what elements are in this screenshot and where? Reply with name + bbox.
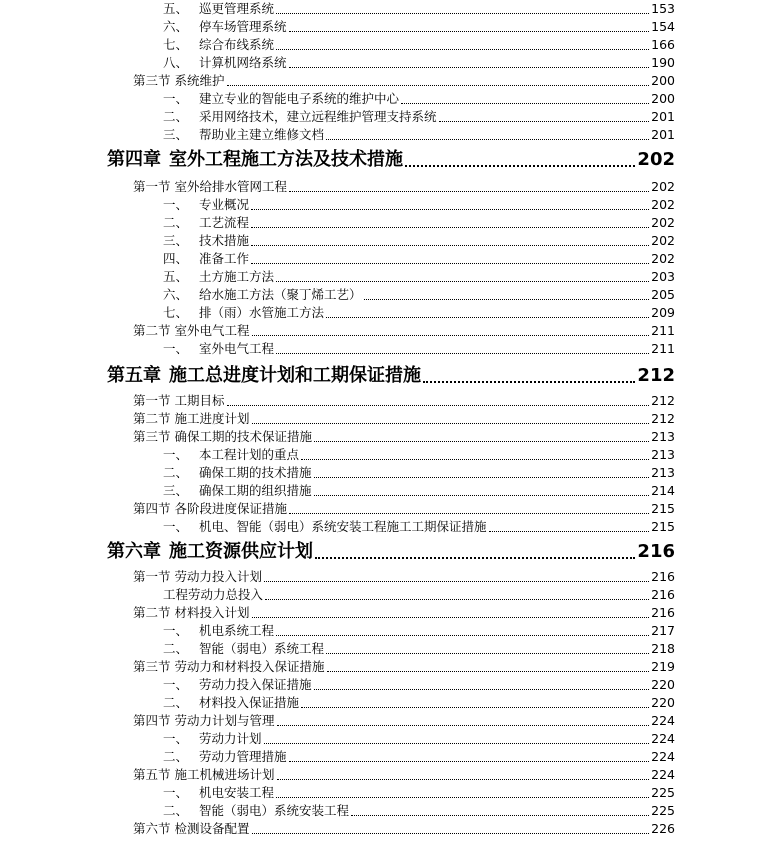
toc-entry-number: 第四章 [107, 149, 161, 170]
toc-page-number: 202 [637, 149, 675, 170]
toc-page-number: 224 [651, 731, 675, 746]
dot-leader [276, 48, 649, 50]
toc-page-number: 215 [651, 501, 675, 516]
toc-entry-title: 劳动力计划与管理 [174, 713, 275, 728]
toc-entry-number: 二、 [163, 803, 189, 818]
toc-entry-number: 第六章 [107, 541, 161, 562]
toc-subsection-row[interactable] [0, 214, 778, 232]
toc-subsection-row[interactable] [0, 250, 778, 268]
toc-entry [133, 178, 675, 196]
toc-section-row[interactable] [0, 500, 778, 518]
toc-entry [107, 362, 675, 390]
toc-entry-number: 二、 [163, 749, 189, 764]
toc-chapter-row[interactable] [0, 146, 778, 174]
toc-entry-number: 一、 [163, 341, 189, 356]
toc-entry-number: 第二节 [133, 323, 171, 338]
toc-entry-number: 第一节 [133, 393, 171, 408]
dot-leader [327, 670, 650, 672]
dot-leader [314, 440, 649, 442]
toc-subsection-row[interactable] [0, 694, 778, 712]
toc-entry [133, 72, 675, 90]
toc-entry [163, 54, 675, 72]
toc-section-row[interactable] [0, 604, 778, 622]
toc-entry-number: 第三节 [133, 73, 171, 88]
toc-entry-number: 二、 [163, 109, 189, 124]
toc-entry-number: 六、 [163, 287, 189, 302]
toc-entry [163, 232, 675, 250]
toc-entry [107, 538, 675, 566]
toc-entry-title: 智能（弱电）系统工程 [199, 641, 325, 656]
toc-entry-title: 专业概况 [199, 197, 250, 212]
toc-section-row[interactable] [0, 766, 778, 784]
toc-section-row[interactable] [0, 820, 778, 838]
toc-subsection-row[interactable] [0, 640, 778, 658]
toc-entry-title: 各阶段进度保证措施 [174, 501, 288, 516]
toc-page-number: 153 [651, 1, 675, 16]
dot-leader [277, 778, 650, 780]
toc-entry-title: 室外工程施工方法及技术措施 [169, 149, 403, 170]
dot-leader [289, 512, 649, 514]
toc-subsection-row[interactable] [0, 730, 778, 748]
toc-entry-number: 四、 [163, 251, 189, 266]
toc-page-number: 225 [651, 803, 675, 818]
toc-entry-number: 第三节 [133, 429, 171, 444]
toc-page-number: 215 [651, 519, 675, 534]
toc-subsection-row[interactable] [0, 232, 778, 250]
toc-entry-title: 综合布线系统 [199, 37, 275, 52]
toc-page-number: 213 [651, 429, 675, 444]
toc-entry [163, 196, 675, 214]
dot-leader [301, 458, 649, 460]
toc-subsection-row[interactable] [0, 286, 778, 304]
dot-leader [264, 742, 650, 744]
toc-entry-title: 采用网络技术，建立远程维护管理支持系统 [199, 109, 437, 124]
toc-entry-number: 一、 [163, 731, 189, 746]
toc-entry-number: 二、 [163, 465, 189, 480]
toc-entry-number: 一、 [163, 785, 189, 800]
toc-entry-title: 工程劳动力总投入 [163, 587, 264, 602]
dot-leader [276, 280, 649, 282]
toc-entry [163, 214, 675, 232]
toc-entry [163, 108, 675, 126]
toc-entry [133, 820, 675, 838]
toc-entry [163, 518, 675, 536]
dot-leader [405, 164, 635, 167]
toc-entry-title: 确保工期的技术保证措施 [174, 429, 313, 444]
dot-leader [364, 298, 650, 300]
toc-entry [163, 464, 675, 482]
dot-leader [401, 102, 649, 104]
dot-leader [314, 688, 650, 690]
toc-page-number: 201 [651, 127, 675, 142]
toc-entry-number: 第五节 [133, 767, 171, 782]
toc-entry [133, 712, 675, 730]
dot-leader [227, 404, 650, 406]
toc-subsection-row[interactable] [0, 304, 778, 322]
dot-leader [276, 796, 649, 798]
toc-entry [163, 36, 675, 54]
dot-leader [289, 66, 650, 68]
dot-leader [351, 814, 649, 816]
toc-section-row[interactable] [0, 428, 778, 446]
dot-leader [277, 724, 650, 726]
toc-entry [163, 18, 675, 36]
toc-section-row[interactable] [0, 410, 778, 428]
toc-page-number: 224 [651, 713, 675, 728]
toc-subsection-row[interactable] [0, 446, 778, 464]
toc-entry-number: 三、 [163, 127, 189, 142]
dot-leader [265, 598, 649, 600]
toc-page-number: 211 [651, 323, 675, 338]
toc-page-number: 190 [651, 55, 675, 70]
toc-page-number: 166 [651, 37, 675, 52]
toc-entry [107, 146, 675, 174]
toc-entry-title: 确保工期的组织措施 [199, 483, 312, 498]
toc-entry-number: 一、 [163, 677, 189, 692]
toc-entry-title: 帮助业主建立维修文档 [199, 127, 325, 142]
toc-page-number: 216 [651, 569, 675, 584]
toc-page-number: 212 [651, 411, 675, 426]
toc-entry-number: 七、 [163, 305, 189, 320]
toc-entry-title: 机电系统工程 [199, 623, 275, 638]
toc-entry-title: 机电安装工程 [199, 785, 275, 800]
toc-entry-number: 第四节 [133, 713, 171, 728]
toc-section-row[interactable] [0, 568, 778, 586]
toc-entry-title: 本工程计划的重点 [199, 447, 300, 462]
toc-subsection-row[interactable] [0, 340, 778, 358]
toc-subsection-row[interactable] [0, 108, 778, 126]
toc-subsection-row[interactable] [0, 586, 778, 604]
toc-subsection-row[interactable] [0, 36, 778, 54]
toc-entry [163, 802, 675, 820]
toc-entry-title: 检测设备配置 [174, 821, 250, 836]
toc-entry-number: 二、 [163, 215, 189, 230]
toc-page-number: 225 [651, 785, 675, 800]
toc-subsection-row[interactable] [0, 196, 778, 214]
toc-entry-title: 施工总进度计划和工期保证措施 [169, 365, 421, 386]
toc-entry-title: 计算机网络系统 [199, 55, 287, 70]
toc-entry-number: 二、 [163, 641, 189, 656]
toc-entry-number: 第四节 [133, 501, 171, 516]
toc-subsection-row[interactable] [0, 90, 778, 108]
toc-page-number: 226 [651, 821, 675, 836]
toc-page-number: 200 [651, 73, 675, 88]
toc-entry-number: 第二节 [133, 411, 171, 426]
toc-page-number: 201 [651, 109, 675, 124]
toc-entry [163, 268, 675, 286]
toc-entry-number: 八、 [163, 55, 189, 70]
toc-entry-number: 第三节 [133, 659, 171, 674]
toc-entry-title: 施工资源供应计划 [169, 541, 313, 562]
toc-entry [163, 586, 675, 604]
toc-entry [133, 766, 675, 784]
toc-entry [133, 410, 675, 428]
dot-leader [276, 352, 649, 354]
toc-entry [133, 428, 675, 446]
toc-entry-title: 机电、智能（弱电）系统安装工程施工工期保证措施 [199, 519, 487, 534]
toc-entry [163, 784, 675, 802]
toc-entry-title: 劳动力和材料投入保证措施 [174, 659, 325, 674]
toc-entry-number: 一、 [163, 519, 189, 534]
toc-page-number: 214 [651, 483, 675, 498]
toc-entry-title: 准备工作 [199, 251, 250, 266]
toc-page-number: 202 [651, 179, 675, 194]
toc-subsection-row[interactable] [0, 18, 778, 36]
toc-section-row[interactable] [0, 658, 778, 676]
toc-entry-title: 系统维护 [174, 73, 225, 88]
dot-leader [314, 476, 650, 478]
toc-entry-number: 一、 [163, 623, 189, 638]
toc-entry [133, 322, 675, 340]
dot-leader [489, 530, 650, 532]
toc-entry [133, 392, 675, 410]
toc-page-number: 202 [651, 233, 675, 248]
toc-entry [133, 658, 675, 676]
dot-leader [326, 138, 649, 140]
toc-entry-title: 室外电气工程 [199, 341, 275, 356]
toc-entry-number: 二、 [163, 695, 189, 710]
toc-section-row[interactable] [0, 322, 778, 340]
toc-entry-title: 劳动力投入计划 [174, 569, 263, 584]
dot-leader [252, 334, 650, 336]
toc-entry-number: 第二节 [133, 605, 171, 620]
dot-leader [251, 262, 649, 264]
toc-entry [163, 250, 675, 268]
toc-entry-number: 五、 [163, 1, 189, 16]
toc-entry-title: 停车场管理系统 [199, 19, 287, 34]
toc-subsection-row[interactable] [0, 518, 778, 536]
dot-leader [423, 380, 635, 383]
toc-entry [163, 126, 675, 144]
toc-page-number: 213 [651, 465, 675, 480]
toc-entry [163, 622, 675, 640]
toc-entry-title: 工艺流程 [199, 215, 250, 230]
toc-section-row[interactable] [0, 712, 778, 730]
toc-entry [133, 568, 675, 586]
toc-subsection-row[interactable] [0, 676, 778, 694]
dot-leader [326, 652, 649, 654]
toc-entry-number: 三、 [163, 483, 189, 498]
toc-subsection-row[interactable] [0, 482, 778, 500]
toc-chapter-row[interactable] [0, 538, 778, 566]
toc-page-number: 205 [651, 287, 675, 302]
toc-page-number: 218 [651, 641, 675, 656]
toc-entry-title: 施工机械进场计划 [174, 767, 275, 782]
toc-page-number: 212 [651, 393, 675, 408]
toc-subsection-row[interactable] [0, 748, 778, 766]
toc-section-row[interactable] [0, 72, 778, 90]
toc-entry-title: 室外电气工程 [174, 323, 250, 338]
toc-entry-number: 一、 [163, 197, 189, 212]
toc-entry-title: 材料投入保证措施 [199, 695, 300, 710]
toc-entry [163, 340, 675, 358]
toc-entry [163, 0, 675, 18]
toc-entry [163, 676, 675, 694]
toc-entry-title: 建立专业的智能电子系统的维护中心 [199, 91, 400, 106]
toc-entry-number: 一、 [163, 91, 189, 106]
toc-page-number: 219 [651, 659, 675, 674]
toc-entry-number: 七、 [163, 37, 189, 52]
toc-entry-number: 第六节 [133, 821, 171, 836]
toc-page-number: 216 [637, 541, 675, 562]
toc-page-number: 202 [651, 197, 675, 212]
dot-leader [289, 30, 650, 32]
dot-leader [315, 556, 635, 559]
dot-leader [252, 616, 650, 618]
toc-subsection-row[interactable] [0, 802, 778, 820]
toc-page-number: 217 [651, 623, 675, 638]
toc-page-number: 209 [651, 305, 675, 320]
toc-subsection-row[interactable] [0, 0, 778, 18]
toc-page-number: 203 [651, 269, 675, 284]
toc-entry-number: 五、 [163, 269, 189, 284]
toc-entry-title: 巡更管理系统 [199, 1, 275, 16]
toc-entry [163, 694, 675, 712]
toc-entry-title: 给水施工方法（聚丁烯工艺） [199, 287, 362, 302]
toc-page-number: 224 [651, 767, 675, 782]
toc-page-number: 220 [651, 677, 675, 692]
toc-entry-number: 六、 [163, 19, 189, 34]
dot-leader [276, 12, 649, 14]
dot-leader [251, 244, 649, 246]
toc-page-number: 216 [651, 587, 675, 602]
toc-entry-number: 第一节 [133, 179, 171, 194]
toc-entry-number: 三、 [163, 233, 189, 248]
toc-page-number: 213 [651, 447, 675, 462]
toc-page-number: 154 [651, 19, 675, 34]
toc-page-number: 202 [651, 215, 675, 230]
toc-entry-number: 第一节 [133, 569, 171, 584]
dot-leader [326, 316, 649, 318]
toc-page-number: 212 [637, 365, 675, 386]
toc-entry-title: 劳动力计划 [199, 731, 262, 746]
dot-leader [227, 84, 650, 86]
toc-entry [163, 286, 675, 304]
toc-entry [163, 446, 675, 464]
toc-entry [133, 500, 675, 518]
toc-entry-title: 技术措施 [199, 233, 250, 248]
toc-entry-title: 工期目标 [174, 393, 225, 408]
toc-entry-title: 材料投入计划 [174, 605, 250, 620]
toc-section-row[interactable] [0, 392, 778, 410]
toc-page-number: 202 [651, 251, 675, 266]
toc-entry-title: 智能（弱电）系统安装工程 [199, 803, 350, 818]
dot-leader [252, 422, 650, 424]
toc-entry-title: 劳动力管理措施 [199, 749, 287, 764]
toc-entry-title: 排（雨）水管施工方法 [199, 305, 325, 320]
toc-page-number: 220 [651, 695, 675, 710]
dot-leader [251, 208, 649, 210]
toc-subsection-row[interactable] [0, 784, 778, 802]
dot-leader [289, 190, 649, 192]
dot-leader [252, 832, 650, 834]
dot-leader [314, 494, 650, 496]
toc-subsection-row[interactable] [0, 268, 778, 286]
toc-entry [163, 748, 675, 766]
toc-entry [163, 730, 675, 748]
toc-entry [163, 304, 675, 322]
toc-entry-title: 确保工期的技术措施 [199, 465, 312, 480]
toc-section-row[interactable] [0, 178, 778, 196]
toc-subsection-row[interactable] [0, 464, 778, 482]
toc-entry [163, 482, 675, 500]
dot-leader [439, 120, 650, 122]
toc-entry-number: 第五章 [107, 365, 161, 386]
toc-entry-number: 一、 [163, 447, 189, 462]
dot-leader [264, 580, 649, 582]
dot-leader [289, 760, 650, 762]
toc-subsection-row[interactable] [0, 126, 778, 144]
toc-entry-title: 施工进度计划 [174, 411, 250, 426]
dot-leader [251, 226, 649, 228]
toc-entry [163, 640, 675, 658]
toc-entry [133, 604, 675, 622]
toc-subsection-row[interactable] [0, 54, 778, 72]
toc-entry-title: 土方施工方法 [199, 269, 275, 284]
toc-chapter-row[interactable] [0, 362, 778, 390]
toc-page-number: 224 [651, 749, 675, 764]
toc-page-number: 200 [651, 91, 675, 106]
toc-entry-title: 室外给排水管网工程 [174, 179, 288, 194]
toc-page-number: 216 [651, 605, 675, 620]
toc-subsection-row[interactable] [0, 622, 778, 640]
toc-entry-title: 劳动力投入保证措施 [199, 677, 312, 692]
toc-entry [163, 90, 675, 108]
toc-page-number: 211 [651, 341, 675, 356]
dot-leader [276, 634, 649, 636]
dot-leader [301, 706, 649, 708]
